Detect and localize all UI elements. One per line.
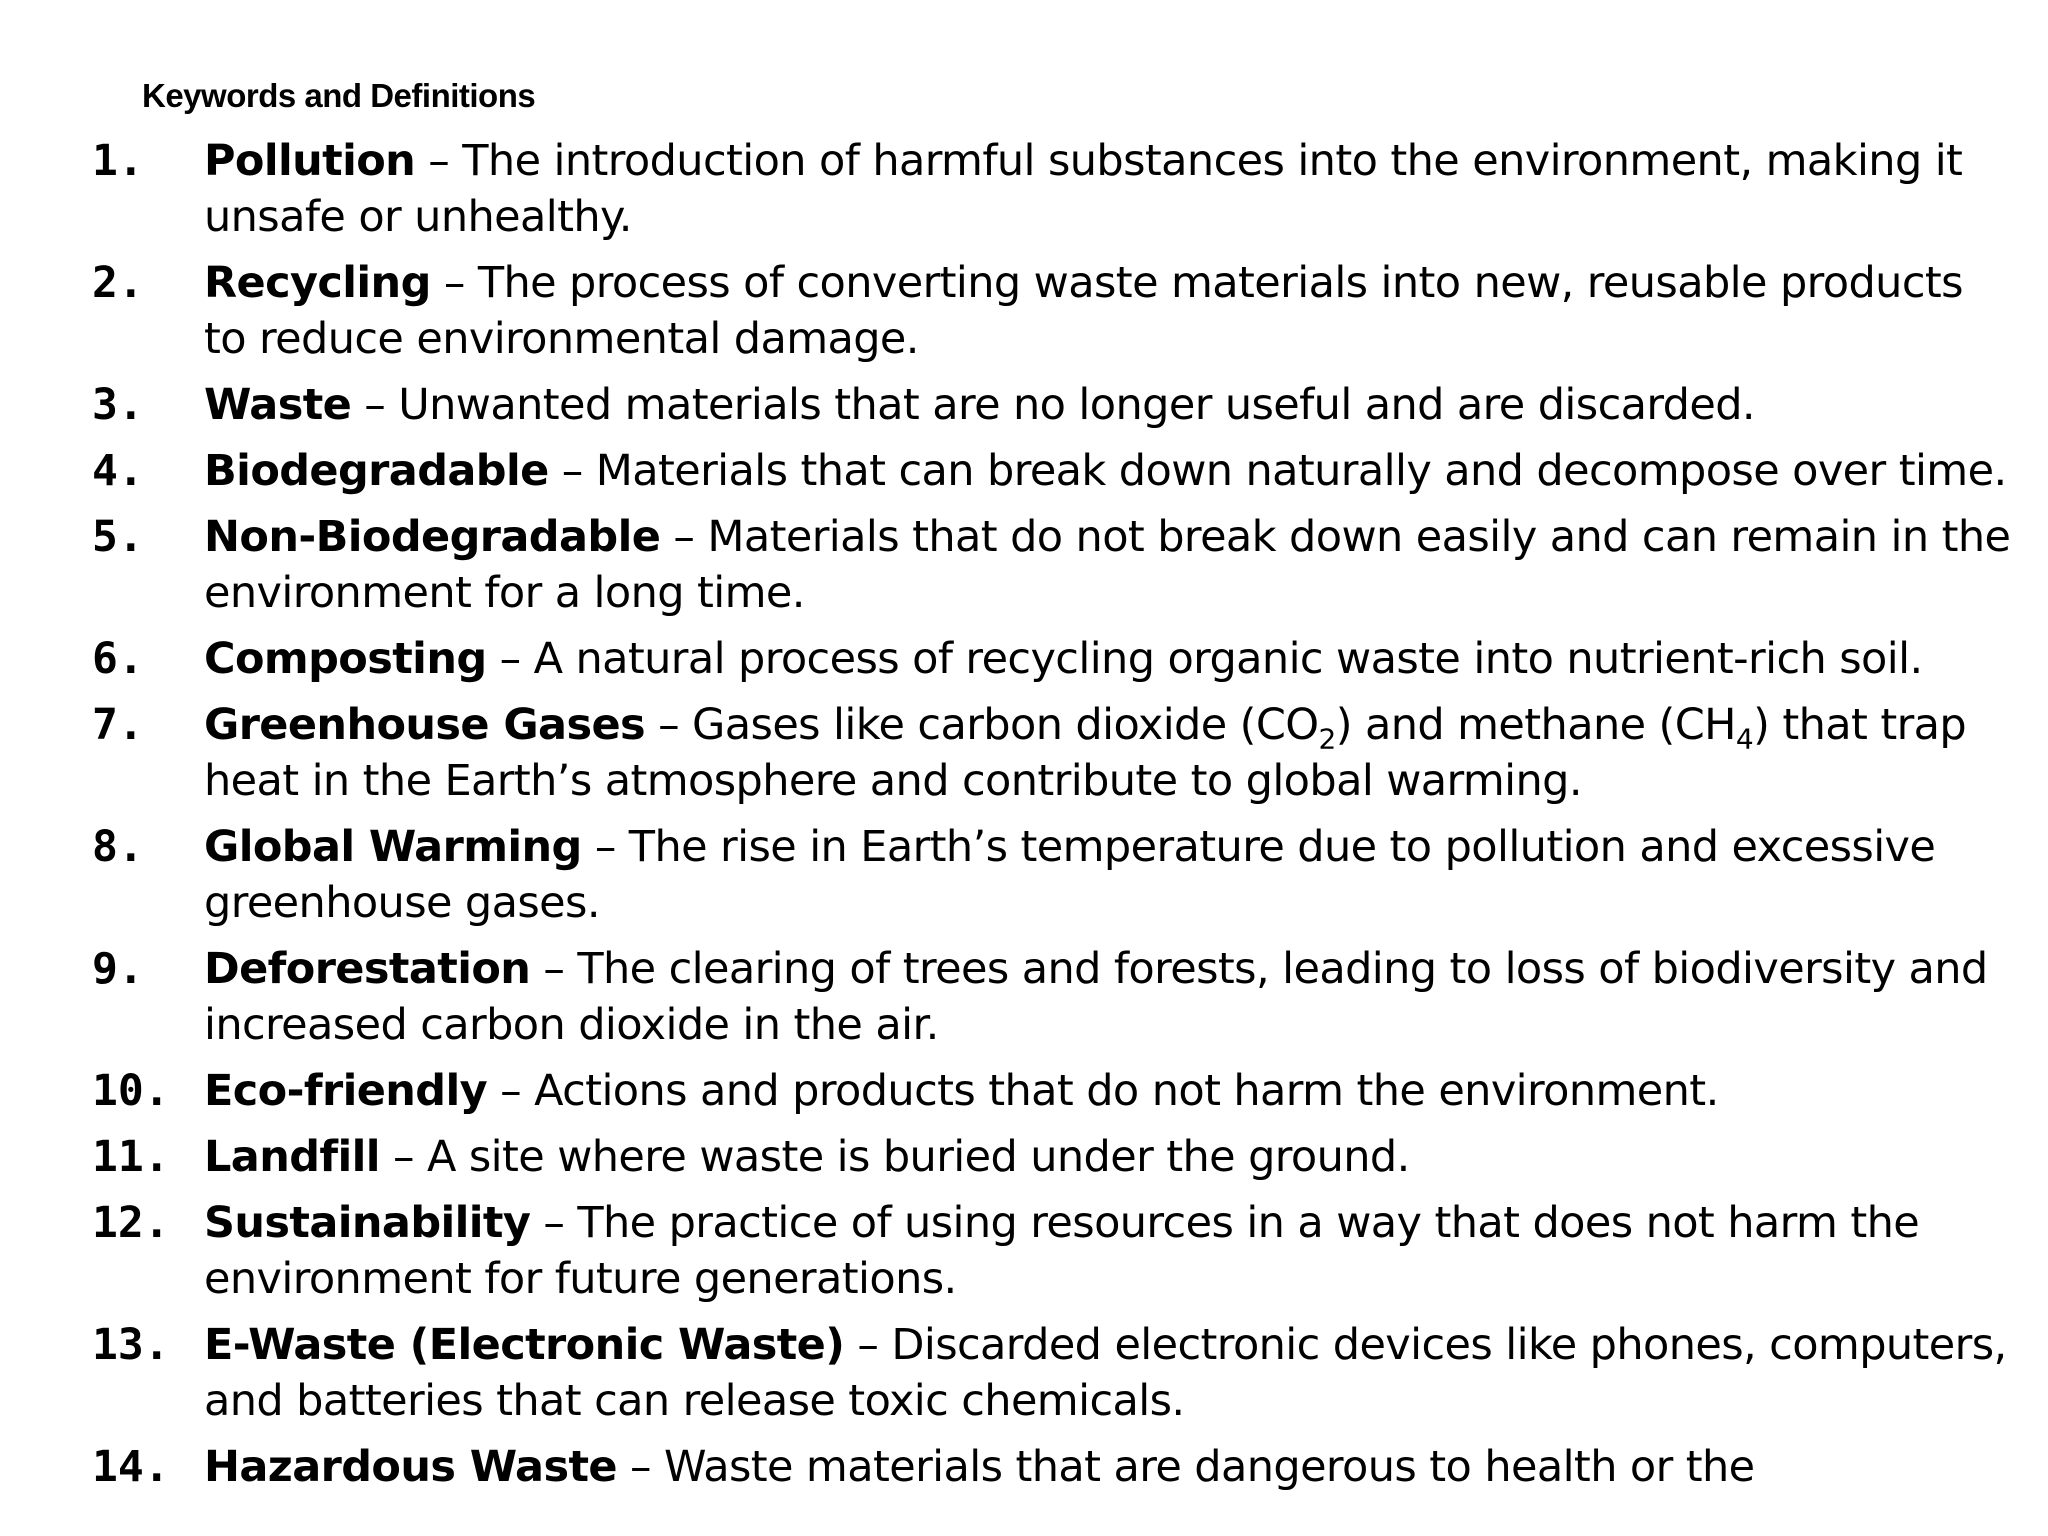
item-term: Deforestation	[204, 944, 531, 994]
list-item	[92, 133, 2012, 245]
list-item	[92, 509, 2012, 621]
item-term: Composting	[204, 634, 487, 684]
item-separator: –	[645, 700, 693, 750]
definition-part: ) that trap heat in the Earth’s atmosphere and contribute to global warming.	[204, 700, 1967, 806]
item-number: 9.	[92, 944, 144, 994]
list-item	[92, 255, 2012, 367]
item-number: 10.	[92, 1066, 170, 1116]
list-item	[92, 819, 2012, 931]
item-number: 5.	[92, 512, 144, 562]
item-separator: –	[487, 1066, 535, 1116]
list-item	[92, 1439, 2012, 1495]
item-separator: –	[530, 944, 578, 994]
item-number: 13.	[92, 1320, 170, 1370]
item-definition: A natural process of recycling organic waste into nutrient-rich soil.	[533, 634, 1923, 684]
item-number: 11.	[92, 1132, 170, 1182]
item-number: 12.	[92, 1198, 170, 1248]
item-separator: –	[844, 1320, 892, 1370]
item-definition: Materials that can break down naturally and decompose over time.	[595, 446, 2007, 496]
list-item	[92, 1195, 2012, 1307]
item-definition: The rise in Earth’s temperature due to pollution and excessive greenhouse gases.	[204, 822, 1936, 928]
item-number: 3.	[92, 380, 144, 430]
item-definition: The practice of using resources in a way that does not harm the environment for future generations.	[204, 1198, 1920, 1304]
item-definition: Materials that do not break down easily and can remain in the environment for a long time.	[204, 512, 2011, 618]
item-term: Eco-friendly	[204, 1066, 488, 1116]
item-term: Waste	[204, 380, 352, 430]
definition-part: Gases like carbon dioxide (CO	[692, 700, 1319, 750]
item-number: 14.	[92, 1442, 170, 1492]
item-separator: –	[581, 822, 629, 872]
item-number: 6.	[92, 634, 144, 684]
item-definition: The introduction of harmful substances into the environment, making it unsafe or unhealthy.	[204, 136, 1963, 242]
item-definition: The process of converting waste materials into new, reusable products to reduce environmental damage.	[204, 258, 1963, 364]
item-number: 4.	[92, 446, 144, 496]
subscript: 4	[1735, 722, 1754, 756]
item-separator: –	[616, 1442, 665, 1492]
item-number: 1.	[92, 136, 144, 186]
item-term: E-Waste (Electronic Waste)	[204, 1320, 845, 1370]
list-item	[92, 697, 2012, 809]
item-number: 8.	[92, 822, 144, 872]
item-separator: –	[530, 1198, 578, 1248]
item-definition: Waste materials that are dangerous to health or the	[664, 1442, 1755, 1492]
list-item	[92, 1317, 2012, 1429]
item-separator: –	[486, 634, 534, 684]
item-term: Pollution	[204, 136, 416, 186]
item-separator: –	[379, 1132, 427, 1182]
list-item	[92, 1063, 2012, 1119]
item-definition: A site where waste is buried under the ground.	[426, 1132, 1410, 1182]
item-definition: The clearing of trees and forests, leading to loss of biodiversity and increased carbon dioxide in the air.	[204, 944, 1988, 1050]
item-term: Greenhouse Gases	[204, 700, 645, 750]
list-item	[92, 631, 2012, 687]
item-number: 2.	[92, 258, 144, 308]
item-term: Global Warming	[204, 822, 582, 872]
item-term: Sustainability	[204, 1198, 531, 1248]
item-term: Landfill	[204, 1132, 380, 1182]
item-separator: –	[548, 446, 596, 496]
item-term: Hazardous Waste	[204, 1442, 617, 1492]
subscript: 2	[1318, 722, 1336, 756]
item-number: 7.	[92, 700, 144, 750]
item-separator: –	[351, 380, 399, 430]
list-item	[92, 377, 2012, 433]
item-definition: Discarded electronic devices like phones, computers, and batteries that can release toxic chemicals.	[204, 1320, 2007, 1426]
item-definition: Unwanted materials that are no longer useful and are discarded.	[398, 380, 1756, 430]
item-separator: –	[415, 136, 463, 186]
keyword-list	[92, 133, 2012, 1505]
list-item	[92, 443, 2012, 499]
item-separator: –	[430, 258, 478, 308]
item-separator: –	[660, 512, 708, 562]
definition-part: ) and methane (CH	[1335, 700, 1736, 750]
item-term: Biodegradable	[204, 446, 549, 496]
list-item	[92, 941, 2012, 1053]
page-heading: Keywords and Definitions	[142, 77, 536, 114]
item-definition: Actions and products that do not harm the environment.	[534, 1066, 1719, 1116]
item-term: Non-Biodegradable	[204, 512, 661, 562]
list-item	[92, 1129, 2012, 1185]
item-term: Recycling	[204, 258, 431, 308]
